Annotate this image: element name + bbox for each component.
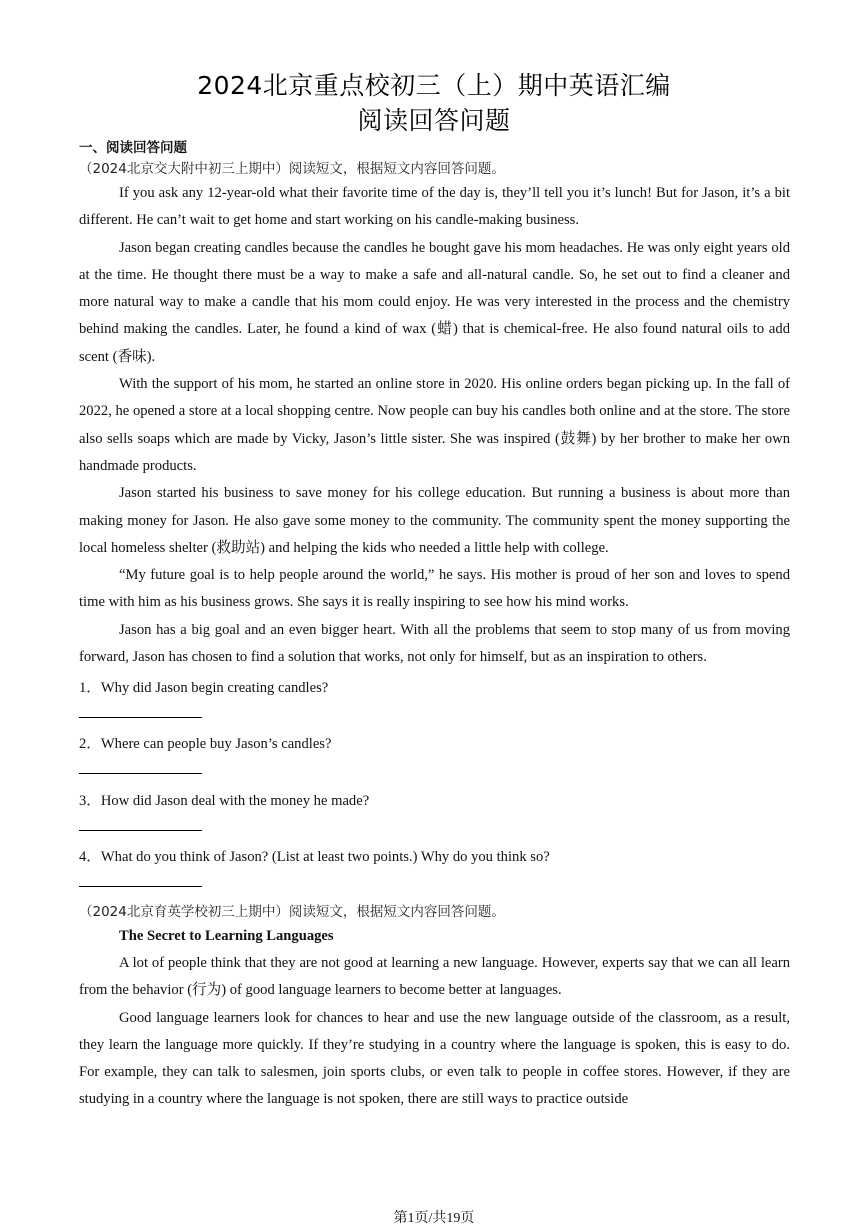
question-1: 1．Why did Jason begin creating candles? [79, 680, 329, 696]
question-3: 3．How did Jason deal with the money he made? [79, 793, 370, 809]
reading1-paragraph: If you ask any 12-year-old what their favorite time of the day is, they’ll tell you it’s lunch! But for Jason, it’s a bit different. He can’t wait to get home and start working on his candle-making business. [79, 185, 790, 229]
question-4: 4．What do you think of Jason? (List at least two points.) Why do you think so? [79, 849, 550, 865]
section-heading: 一、阅读回答问题 [79, 140, 187, 156]
answer-line[interactable] [79, 773, 202, 774]
reading1-paragraph: Jason began creating candles because the candles he bought gave his mom headaches. He was only eight years old at the time. He thought there must be a way to make a safe and all-natural candle. So, he set out to find a cleaner and more natural way to make a candle that his mom could enjoy. He was very interested in the process and the chemistry behind making the candles. Later, he found a kind of wax (蜡) that is chemical-free. He also found natural oils to add scent (香味). [79, 239, 790, 365]
reading1-paragraph: Jason started his business to save money for his college education. But running a business is about more than making money for Jason. He also gave some money to the community. The community spent the money supporting the local homeless shelter (救助站) and helping the kids who needed a little help with college. [79, 485, 790, 556]
answer-line[interactable] [79, 830, 202, 831]
reading2-source: （2024北京育英学校初三上期中）阅读短文，根据短文内容回答问题。 [79, 904, 505, 920]
reading1-source: （2024北京交大附中初三上期中）阅读短文，根据短文内容回答问题。 [79, 161, 505, 177]
reading1-paragraph: Jason has a big goal and an even bigger heart. With all the problems that seem to stop many of us from moving forward, Jason has chosen to find a solution that works, not only for himself, but as an inspiration to others. [79, 621, 790, 666]
reading2-passage [79, 950, 790, 1114]
document-title: 2024北京重点校初三（上）期中英语汇编 [197, 71, 671, 100]
reading2-paragraph: Good language learners look for chances to hear and use the new language outside of the classroom, as a result, they learn the language more quickly. If they’re studying in a country where the language is spoken, this is easy to do. For example, they can talk to salesmen, join sports clubs, or even talk to people in coffee stores. However, if they are studying in a country where the language is not spoken, there are still ways to practice outside [79, 1009, 790, 1108]
answer-line[interactable] [79, 886, 202, 887]
page-number: 第1页/共19页 [393, 1211, 475, 1226]
reading1-paragraph: “My future goal is to help people around the world,” he says. His mother is proud of her son and loves to spend time with him as his business grows. She says it is really inspiring to see how his mind works. [79, 567, 790, 611]
reading1-passage [79, 180, 790, 671]
question-2: 2．Where can people buy Jason’s candles? [79, 736, 332, 752]
reading2-title: The Secret to Learning Languages [119, 928, 334, 944]
document-subtitle: 阅读回答问题 [357, 106, 511, 135]
reading1-paragraph: With the support of his mom, he started an online store in 2020. His online orders began picking up. In the fall of 2022, he opened a store at a local shopping centre. Now people can buy his candles both online and at the store. The store also sells soaps which are made by Vicky, Jason’s little sister. She was inspired (鼓舞) by her brother to make her own handmade products. [79, 376, 790, 474]
answer-line[interactable] [79, 717, 202, 718]
reading2-paragraph: A lot of people think that they are not good at learning a new language. However, experts say that we can all learn from the behavior (行为) of good language learners to become better at languages. [79, 955, 790, 999]
